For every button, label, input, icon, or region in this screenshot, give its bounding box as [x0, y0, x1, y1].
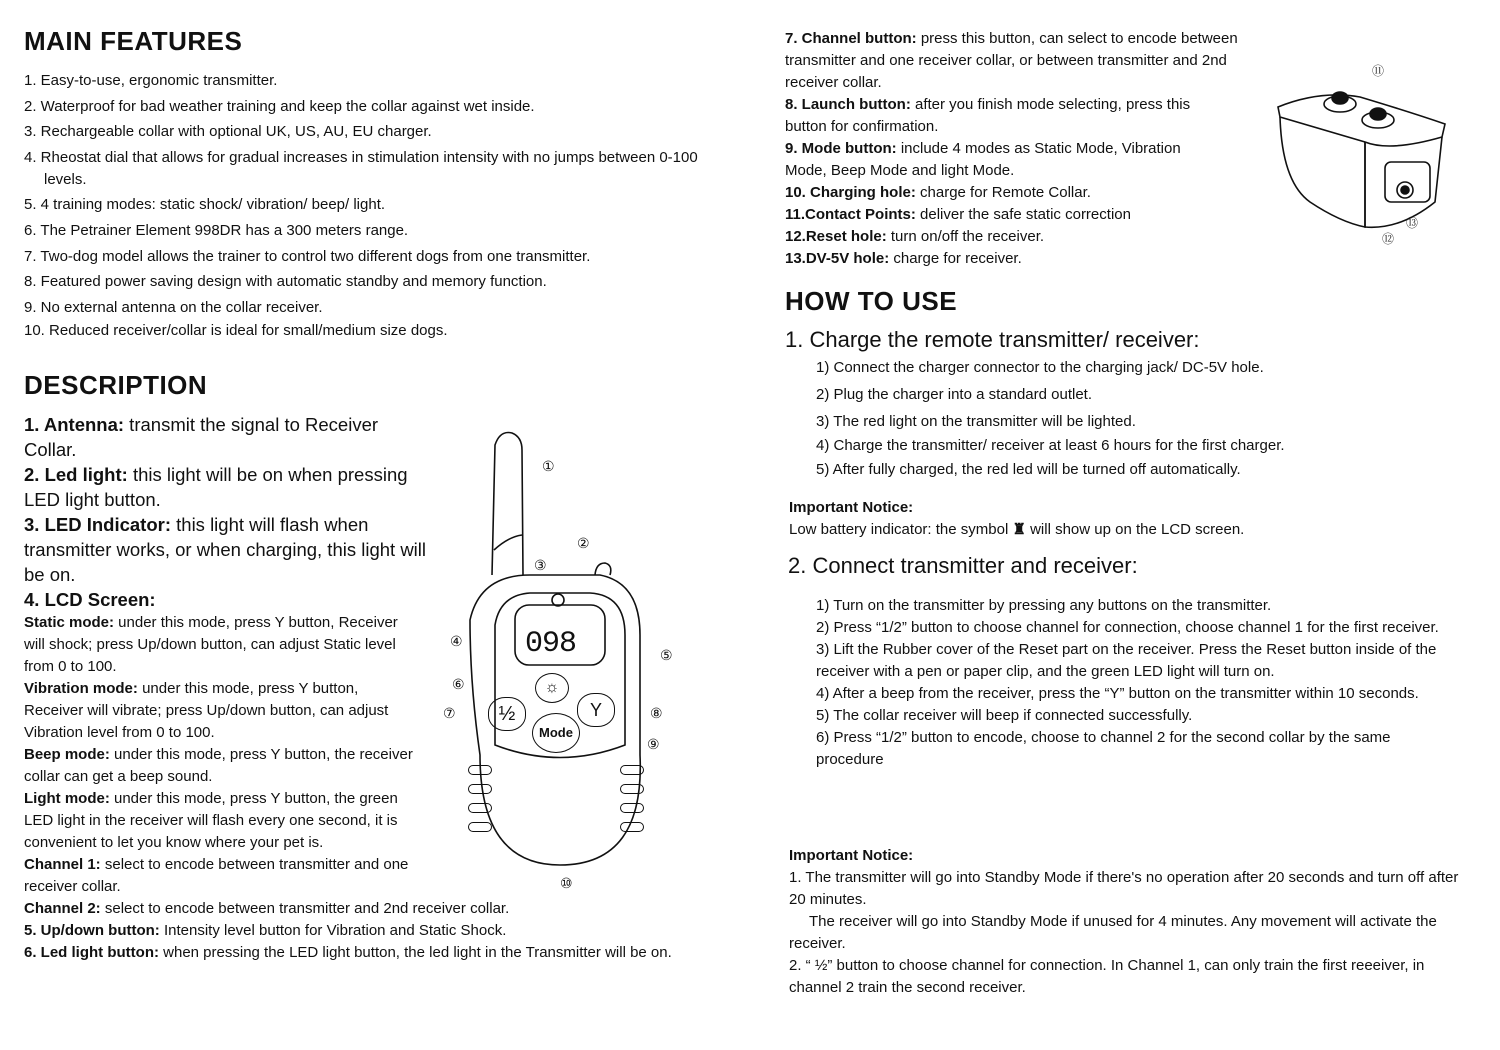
- desc-item-mode-button: [785, 138, 1185, 182]
- desc-text: press this button, can select to encode between transmitter and one receiver collar, or between transmitter and 2nd receiver collar.: [785, 30, 1238, 91]
- callout-11: ⑪: [1372, 64, 1385, 78]
- main-features-heading: MAIN FEATURES: [24, 26, 243, 56]
- desc-item-launch-button: [785, 94, 1225, 138]
- notice-title: Important Notice:: [789, 847, 914, 864]
- mode-label: Vibration mode:: [24, 680, 138, 697]
- callout-1: ①: [542, 458, 555, 474]
- feature-item: 3. Rechargeable collar with optional UK, US, AU, EU charger.: [24, 123, 432, 141]
- step1-title: 1. Charge the remote transmitter/ receiver:: [785, 327, 1200, 352]
- step1-list: [816, 357, 1476, 481]
- step2-title: 2. Connect transmitter and receiver:: [788, 553, 1138, 578]
- desc-label: 8. Launch button:: [785, 96, 911, 113]
- desc-label: 13.DV-5V hole:: [785, 250, 890, 267]
- desc-label: Channel 2:: [24, 900, 101, 917]
- desc-label: 6. Led light button:: [24, 944, 159, 961]
- desc-label: 7. Channel button:: [785, 30, 917, 47]
- desc-text: charge for receiver.: [889, 250, 1022, 267]
- feature-item: 9. No external antenna on the collar receiver.: [24, 298, 323, 316]
- feature-item: 4. Rheostat dial that allows for gradual increases in stimulation intensity with no jumps between 0-100 levels.: [24, 148, 698, 188]
- step2-item: 1) Turn on the transmitter by pressing any buttons on the transmitter.: [816, 597, 1272, 614]
- desc-label: 5. Up/down button:: [24, 922, 160, 939]
- desc-text: this light will be on when pressing LED light button.: [24, 464, 408, 510]
- grip-lines-left: [468, 765, 492, 832]
- mode-text: under this mode, press Y button, Receiver will shock; press Up/down button, can adjust Static level from 0 to 100.: [24, 614, 398, 675]
- desc-label: 1. Antenna:: [24, 414, 125, 435]
- lcd-value: 098: [525, 627, 577, 661]
- callout-12: ⑫: [1382, 232, 1395, 246]
- feature-item: 2. Waterproof for bad weather training and keep the collar against wet inside.: [24, 97, 535, 115]
- mode-beep: [24, 744, 419, 788]
- step1-notice: [789, 497, 1244, 541]
- callout-7: ⑦: [443, 705, 456, 721]
- grip-lines-right: [620, 765, 644, 832]
- mode-light: [24, 788, 419, 854]
- callout-8: ⑧: [650, 705, 663, 721]
- notice-item: The receiver will go into Standby Mode if unused for 4 minutes. Any movement will activate the receiver.: [789, 913, 1437, 952]
- desc-label: 12.Reset hole:: [785, 228, 887, 245]
- feature-item: 10. Reduced receiver/collar is ideal for small/medium size dogs.: [24, 321, 448, 339]
- step2-item: 5) The collar receiver will beep if connected successfully.: [816, 707, 1193, 724]
- callout-3: ③: [534, 557, 547, 573]
- desc-item-reset-hole: [785, 226, 1245, 248]
- notice-item: 1. The transmitter will go into Standby Mode if there's no operation after 20 seconds and turn off after 20 minutes.: [789, 869, 1459, 908]
- step2-item: 4) After a beep from the receiver, press the “Y” button on the transmitter within 10 seconds.: [816, 685, 1419, 702]
- desc-item-dv5v-hole: [785, 248, 1245, 270]
- callout-5: ⑤: [660, 647, 673, 663]
- feature-item: 6. The Petrainer Element 998DR has a 300 meters range.: [24, 221, 409, 239]
- receiver-illustration: [1270, 62, 1490, 252]
- step2-notice: [789, 845, 1464, 999]
- notice-text: Low battery indicator: the symbol: [789, 521, 1013, 538]
- channel-1: [24, 854, 419, 898]
- desc-text: Intensity level button for Vibration and Static Shock.: [159, 922, 507, 939]
- channel-2: [24, 898, 714, 920]
- callout-13: ⑬: [1406, 216, 1419, 230]
- desc-item-led-light: [24, 462, 434, 512]
- led-light-button-icon: ☼: [535, 673, 569, 703]
- description-continued: [785, 28, 1245, 270]
- callout-6: ⑥: [452, 676, 465, 692]
- desc-item-led-indicator: [24, 512, 434, 587]
- mode-static: [24, 612, 419, 678]
- callout-2: ②: [577, 535, 590, 551]
- desc-text: after you finish mode selecting, press this button for confirmation.: [785, 96, 1191, 135]
- step1-item: 4) Charge the transmitter/ receiver at least 6 hours for the first charger.: [816, 437, 1285, 454]
- step2-item: 2) Press “1/2” button to choose channel for connection, choose channel 1 for the first receiver.: [816, 619, 1439, 636]
- notice-item: 2. “ ½” button to choose channel for connection. In Channel 1, can only train the first reeeiver, in channel 2 train the second receiver.: [789, 957, 1425, 996]
- step2-list: [816, 595, 1466, 771]
- low-battery-icon: ♜: [1012, 521, 1026, 538]
- callout-4: ④: [450, 633, 463, 649]
- desc-item-led-button: [24, 942, 729, 964]
- desc-item-charging-hole: [785, 182, 1245, 204]
- desc-label: 9. Mode button:: [785, 140, 897, 157]
- step1-item: 3) The red light on the transmitter will be lighted.: [816, 413, 1136, 430]
- desc-label: 2. Led light:: [24, 464, 128, 485]
- desc-item-contact-points: [785, 204, 1245, 226]
- main-features-list: [24, 70, 724, 345]
- desc-label: 11.Contact Points:: [785, 206, 916, 223]
- desc-text: include 4 modes as Static Mode, Vibration Mode, Beep Mode and light Mode.: [785, 140, 1181, 179]
- callout-9: ⑨: [647, 736, 660, 752]
- desc-label: 4. LCD Screen:: [24, 589, 156, 610]
- desc-text: turn on/off the receiver.: [886, 228, 1045, 245]
- desc-item-lcd-screen: [24, 587, 434, 612]
- desc-item-channel-button: [785, 28, 1245, 94]
- step1-item: 1) Connect the charger connector to the charging jack/ DC-5V hole.: [816, 359, 1264, 376]
- desc-text: charge for Remote Collar.: [915, 184, 1091, 201]
- mode-text: select to encode between transmitter and one receiver collar.: [24, 856, 409, 895]
- callout-10: ⑩: [560, 875, 573, 891]
- desc-text: when pressing the LED light button, the led light in the Transmitter will be on.: [158, 944, 672, 961]
- how-to-use-heading: HOW TO USE: [785, 286, 958, 316]
- desc-label: 3. LED Indicator:: [24, 514, 171, 535]
- desc-text: transmit the signal to Receiver Collar.: [24, 414, 379, 460]
- step1-item: 5) After fully charged, the red led will be turned off automatically.: [816, 461, 1241, 478]
- feature-item: 1. Easy-to-use, ergonomic transmitter.: [24, 72, 278, 89]
- mode-text: under this mode, press Y button, the receiver collar can get a beep sound.: [24, 746, 413, 785]
- step2-item: 3) Lift the Rubber cover of the Reset part on the receiver. Press the Reset button inside of the receiver with a pen or paper clip, and the green LED light will turn on.: [816, 641, 1437, 680]
- feature-item: 8. Featured power saving design with automatic standby and memory function.: [24, 273, 547, 291]
- mode-label: Light mode:: [24, 790, 110, 807]
- mode-label: Static mode:: [24, 614, 115, 631]
- desc-item-antenna: [24, 412, 434, 462]
- mode-vibration: [24, 678, 419, 744]
- notice-title: Important Notice:: [789, 499, 914, 516]
- mode-button: Mode: [532, 713, 580, 753]
- channel-button: ½: [488, 697, 526, 731]
- feature-item: 5. 4 training modes: static shock/ vibration/ beep/ light.: [24, 196, 386, 214]
- transmitter-illustration: [440, 425, 680, 895]
- launch-button: Y: [577, 693, 615, 727]
- mode-label: Beep mode:: [24, 746, 110, 763]
- step2-item: 6) Press “1/2” button to encode, choose to channel 2 for the second collar by the same procedure: [816, 729, 1391, 768]
- step1-item: 2) Plug the charger into a standard outlet.: [816, 386, 1093, 403]
- desc-text: this light will flash when transmitter works, or when charging, this light will be on.: [24, 514, 427, 585]
- notice-text: will show up on the LCD screen.: [1025, 521, 1245, 538]
- mode-text: under this mode, press Y button, Receiver will vibrate; press Up/down button, can adjust Vibration level from 0 to 100.: [24, 680, 389, 741]
- desc-label: 10. Charging hole:: [785, 184, 916, 201]
- desc-text: deliver the safe static correction: [915, 206, 1131, 223]
- description-heading: DESCRIPTION: [24, 370, 208, 400]
- mode-label: Channel 1:: [24, 856, 101, 873]
- feature-item: 7. Two-dog model allows the trainer to control two different dogs from one transmitter.: [24, 247, 591, 265]
- mode-text: under this mode, press Y button, the green LED light in the receiver will flash every one second, it is convenient to let you know where your pet is.: [24, 790, 398, 851]
- desc-item-up-down: [24, 920, 714, 942]
- desc-text: select to encode between transmitter and 2nd receiver collar.: [100, 900, 510, 917]
